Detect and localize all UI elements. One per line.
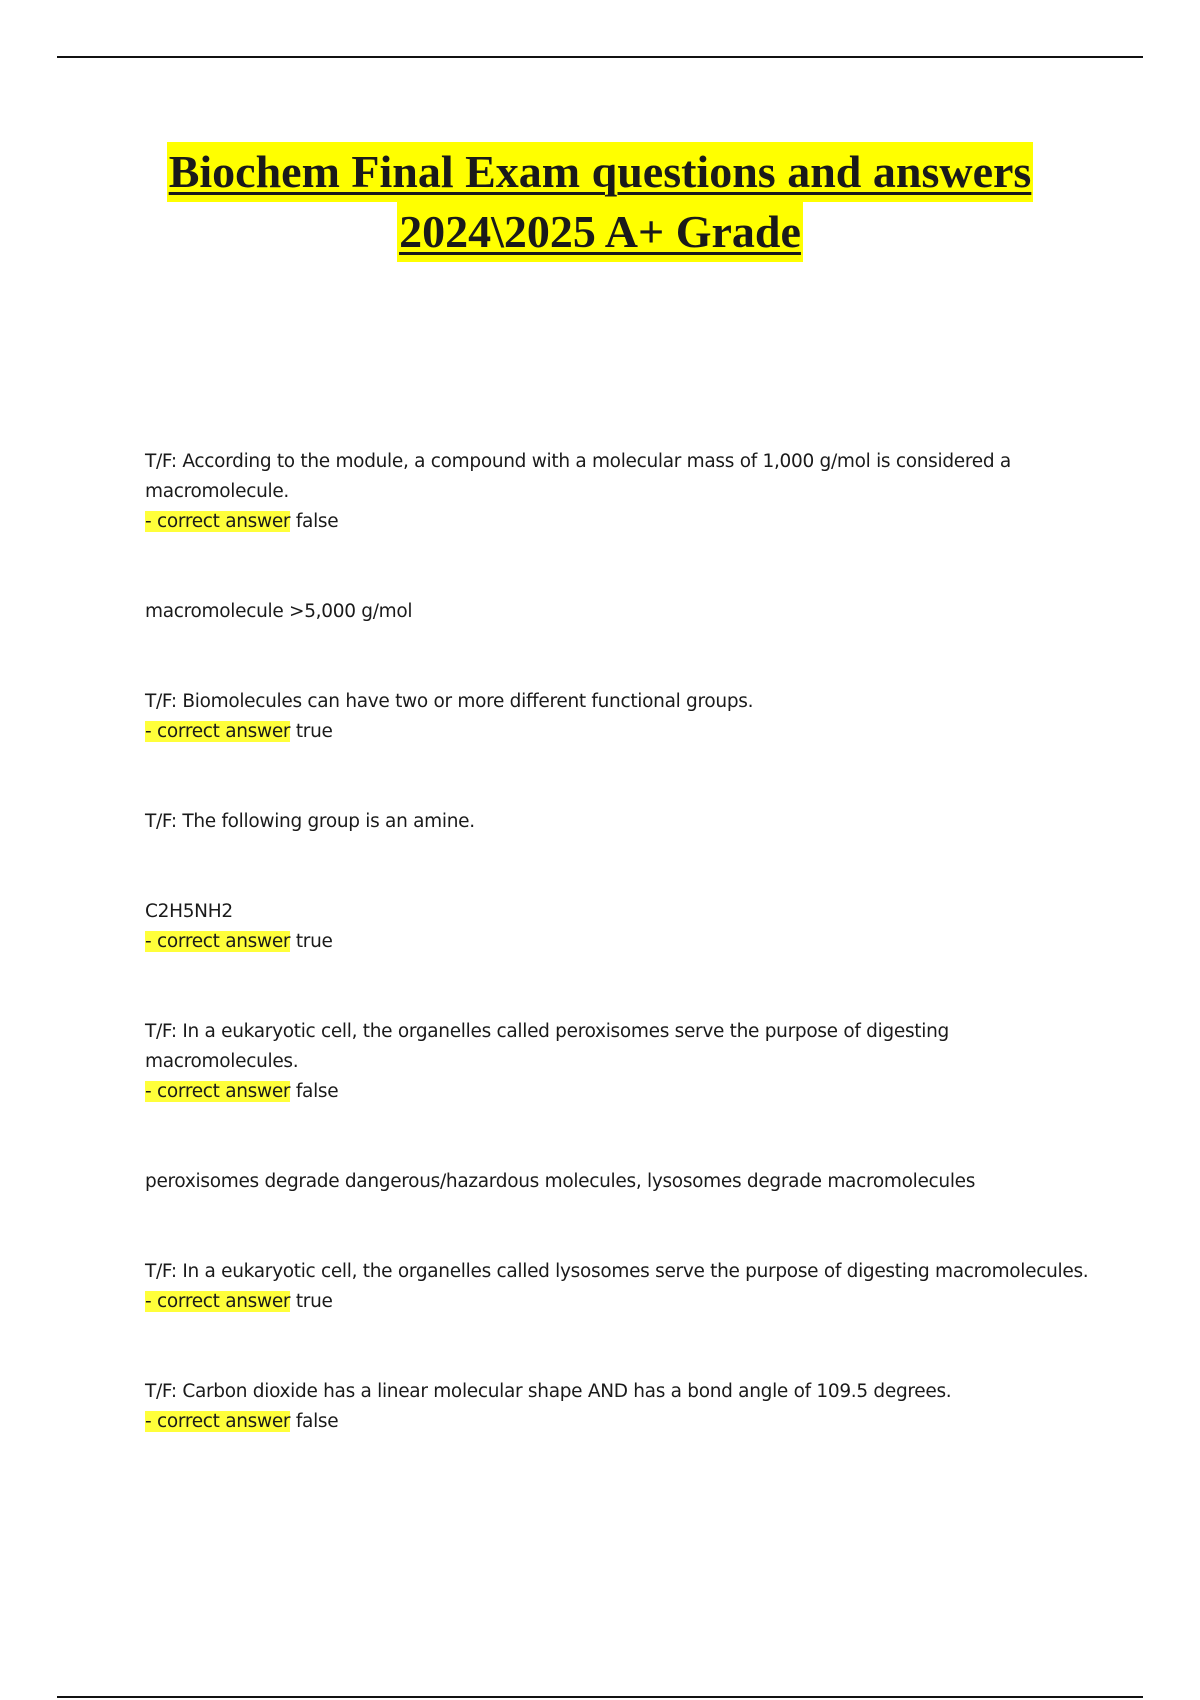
answer-marker: - correct answer bbox=[145, 1291, 291, 1312]
answer-marker: - correct answer bbox=[145, 511, 291, 532]
question-text: T/F: In a eukaryotic cell, the organelles called peroxisomes serve the purpose of digesting bbox=[145, 1021, 949, 1042]
question-text: T/F: According to the module, a compound with a molecular mass of 1,000 g/mol is considered a bbox=[145, 451, 1011, 472]
answer-marker: - correct answer bbox=[145, 1411, 291, 1432]
title-line-2: 2024\2025 A+ Grade bbox=[397, 202, 803, 262]
qa-item bbox=[145, 1377, 1105, 1437]
chemical-formula: C2H5NH2 bbox=[145, 901, 233, 922]
bottom-rule bbox=[57, 1696, 1143, 1698]
qa-item bbox=[145, 687, 1105, 747]
answer-value: true bbox=[290, 931, 333, 952]
answer-line bbox=[145, 507, 1105, 537]
answer-marker: - correct answer bbox=[145, 931, 291, 952]
answer-marker: - correct answer bbox=[145, 1081, 291, 1102]
question-text: macromolecules. bbox=[145, 1051, 299, 1072]
qa-item bbox=[145, 447, 1105, 537]
qa-item bbox=[145, 807, 1105, 957]
answer-line bbox=[145, 1407, 1105, 1437]
document-title bbox=[0, 142, 1200, 262]
question-text: T/F: In a eukaryotic cell, the organelles called lysosomes serve the purpose of digesting macromolecules. bbox=[145, 1261, 1089, 1282]
answer-note: macromolecule >5,000 g/mol bbox=[145, 601, 413, 622]
answer-value: false bbox=[290, 1081, 339, 1102]
answer-value: false bbox=[290, 511, 339, 532]
qa-item bbox=[145, 1017, 1105, 1107]
qa-item bbox=[145, 1257, 1105, 1317]
qa-list bbox=[145, 447, 1105, 1437]
question-text: T/F: Carbon dioxide has a linear molecular shape AND has a bond angle of 109.5 degrees. bbox=[145, 1381, 952, 1402]
answer-marker: - correct answer bbox=[145, 721, 291, 742]
answer-line bbox=[145, 1287, 1105, 1317]
question-text: T/F: The following group is an amine. bbox=[145, 811, 475, 832]
top-rule bbox=[57, 56, 1143, 58]
question-text: macromolecule. bbox=[145, 481, 290, 502]
answer-line bbox=[145, 927, 1105, 957]
title-line-1: Biochem Final Exam questions and answers bbox=[167, 142, 1034, 202]
answer-value: true bbox=[290, 1291, 333, 1312]
question-text: T/F: Biomolecules can have two or more different functional groups. bbox=[145, 691, 754, 712]
answer-line bbox=[145, 1077, 1105, 1107]
answer-line bbox=[145, 717, 1105, 747]
answer-value: false bbox=[290, 1411, 339, 1432]
answer-value: true bbox=[290, 721, 333, 742]
answer-note: peroxisomes degrade dangerous/hazardous molecules, lysosomes degrade macromolecules bbox=[145, 1171, 976, 1192]
